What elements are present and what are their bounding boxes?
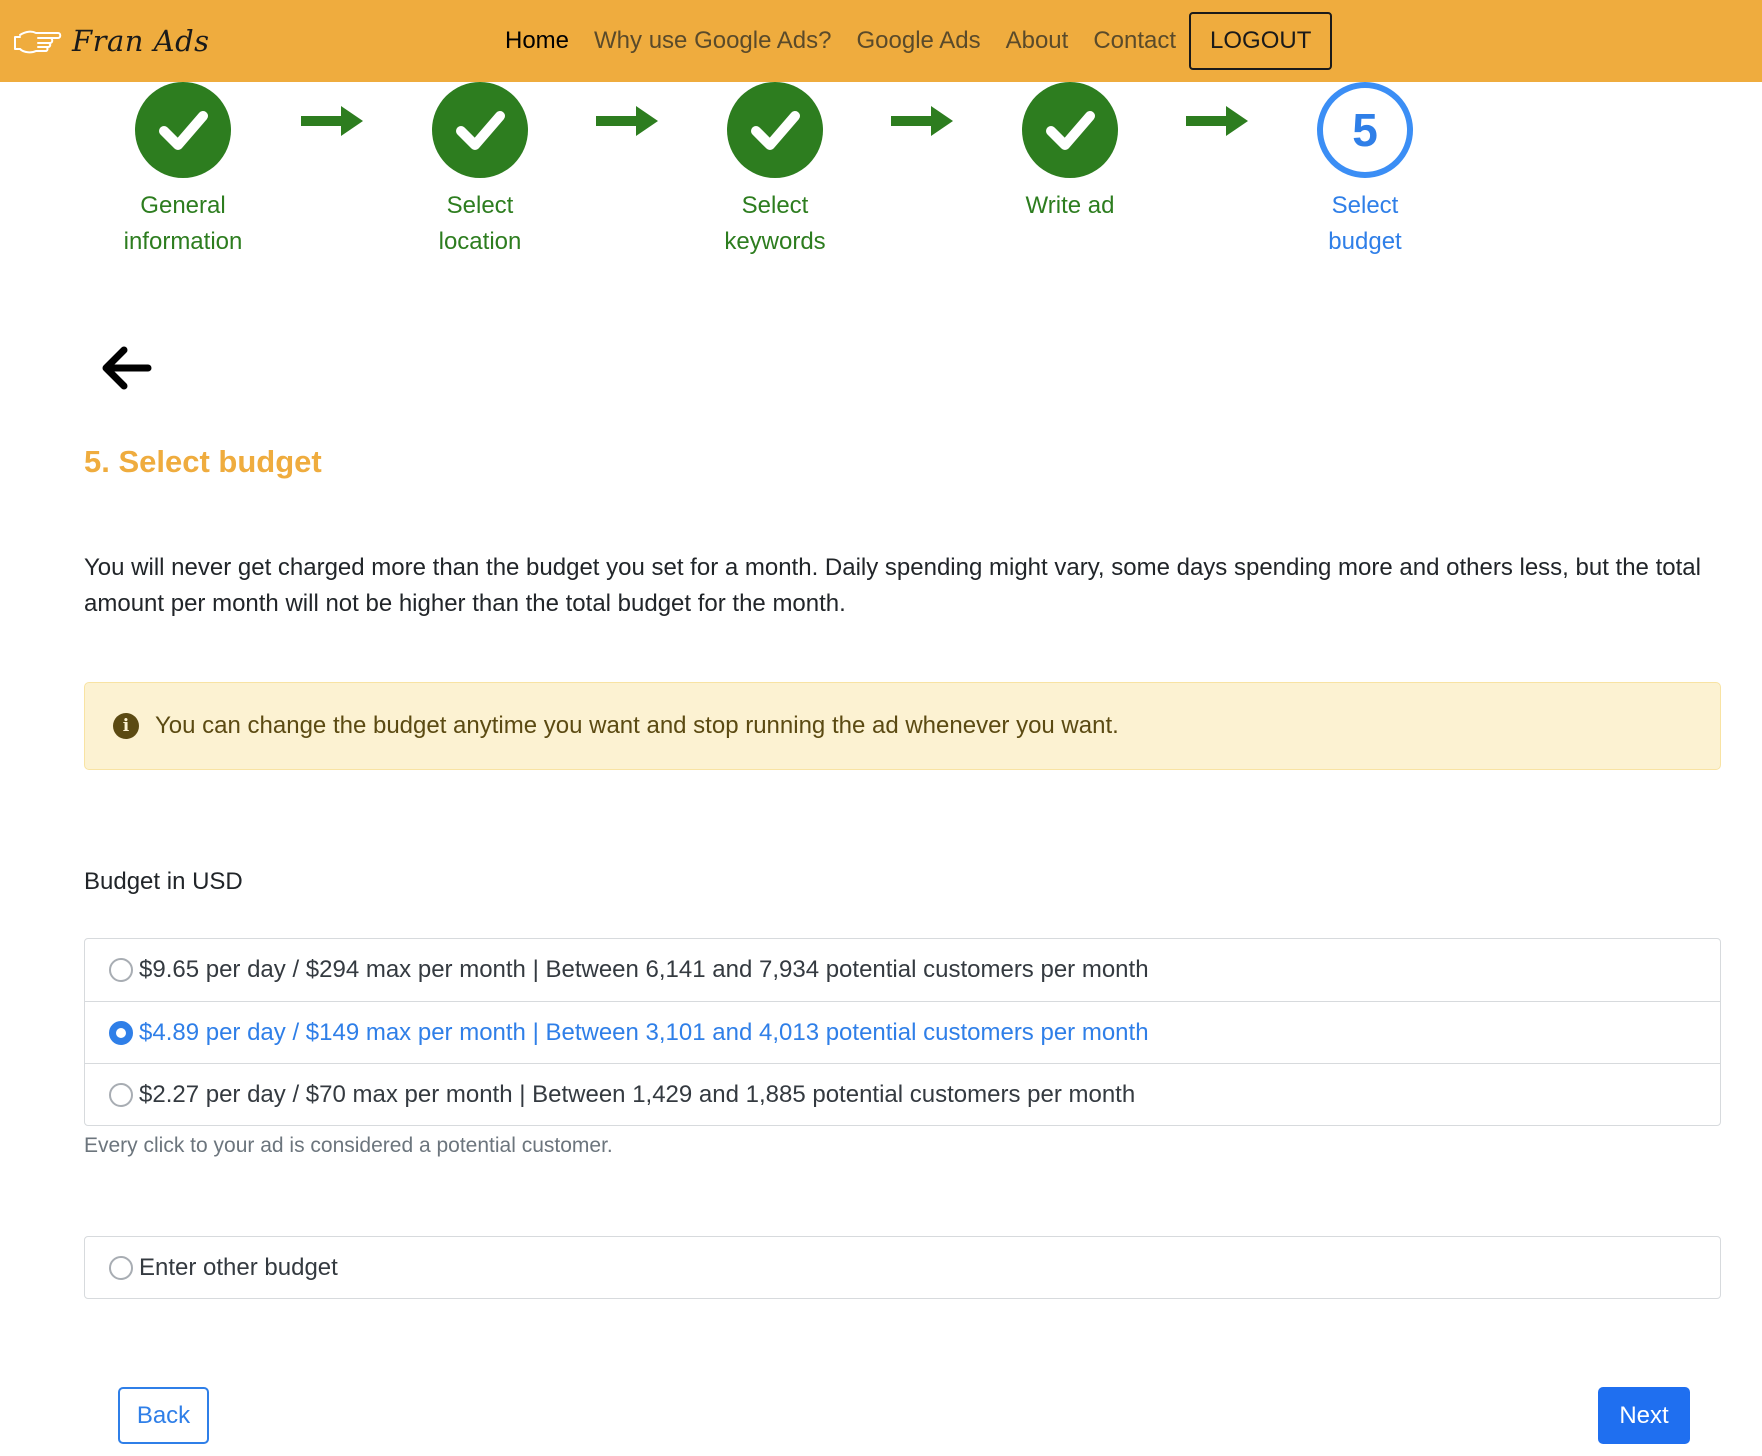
budget-label: Budget in USD — [84, 868, 243, 895]
step-label: Select location — [438, 192, 522, 255]
nav-about[interactable]: About — [1005, 27, 1069, 54]
info-icon: i — [113, 713, 139, 739]
radio-button-checked[interactable] — [109, 1021, 133, 1045]
step-complete-badge — [727, 82, 823, 178]
step-select-keywords — [680, 82, 870, 260]
top-navbar — [0, 0, 1762, 82]
arrow-right-icon — [1184, 102, 1252, 140]
page-title: 5. Select budget — [84, 444, 322, 479]
nav-google-ads[interactable]: Google Ads — [856, 27, 981, 54]
logout-button[interactable]: LOGOUT — [1189, 12, 1332, 70]
budget-option-selected[interactable] — [85, 1001, 1720, 1063]
step-select-budget — [1270, 82, 1460, 260]
intro-text: You will never get charged more than the budget you set for a month. Daily spending might vary, some days spending more and others less, but the total amount per month will not be higher than the total budget for the month. — [84, 554, 1701, 617]
back-button[interactable]: Back — [118, 1387, 209, 1444]
step-label: General information — [123, 192, 243, 255]
step-general-information — [88, 82, 278, 260]
info-alert — [84, 682, 1721, 770]
arrow-right-icon — [889, 102, 957, 140]
pointing-hand-icon — [12, 19, 64, 63]
other-budget-label: Enter other budget — [139, 1253, 338, 1281]
step-label: Select budget — [1328, 192, 1402, 255]
budget-option[interactable] — [85, 939, 1720, 1001]
step-label: Write ad — [1025, 192, 1115, 219]
budget-option-label: $4.89 per day / $149 max per month | Between 3,101 and 4,013 potential customers per month — [139, 1018, 1149, 1046]
checkmark-icon — [1041, 101, 1099, 159]
nav-contact[interactable]: Contact — [1093, 27, 1177, 54]
arrow-right-icon — [299, 102, 367, 140]
step-select-location — [385, 82, 575, 260]
nav-home[interactable]: Home — [505, 27, 570, 54]
budget-options — [84, 938, 1721, 1126]
arrow-left-icon[interactable] — [100, 345, 152, 391]
step-complete-badge — [432, 82, 528, 178]
brand-logo[interactable] — [12, 18, 210, 64]
brand-name: Fran Ads — [72, 24, 210, 58]
budget-option[interactable] — [85, 1063, 1720, 1125]
step-current-badge — [1317, 82, 1413, 178]
budget-hint: Every click to your ad is considered a potential customer. — [84, 1134, 613, 1157]
checkmark-icon — [154, 101, 212, 159]
next-button[interactable]: Next — [1598, 1387, 1690, 1444]
checkmark-icon — [451, 101, 509, 159]
nav-links — [505, 0, 1332, 82]
radio-button[interactable] — [109, 958, 133, 982]
checkmark-icon — [746, 101, 804, 159]
step-number: 5 — [1352, 104, 1378, 156]
radio-button[interactable] — [109, 1256, 133, 1280]
nav-why-google-ads[interactable]: Why use Google Ads? — [594, 27, 832, 54]
step-complete-badge — [1022, 82, 1118, 178]
other-budget-option[interactable] — [84, 1236, 1721, 1299]
alert-text: You can change the budget anytime you want and stop running the ad whenever you want. — [155, 712, 1119, 739]
budget-option-label: $9.65 per day / $294 max per month | Between 6,141 and 7,934 potential customers per month — [139, 956, 1149, 983]
step-write-ad — [975, 82, 1165, 224]
budget-option-label: $2.27 per day / $70 max per month | Between 1,429 and 1,885 potential customers per month — [139, 1080, 1136, 1108]
step-label: Select keywords — [724, 192, 826, 255]
radio-button[interactable] — [109, 1083, 133, 1107]
step-complete-badge — [135, 82, 231, 178]
arrow-right-icon — [594, 102, 662, 140]
